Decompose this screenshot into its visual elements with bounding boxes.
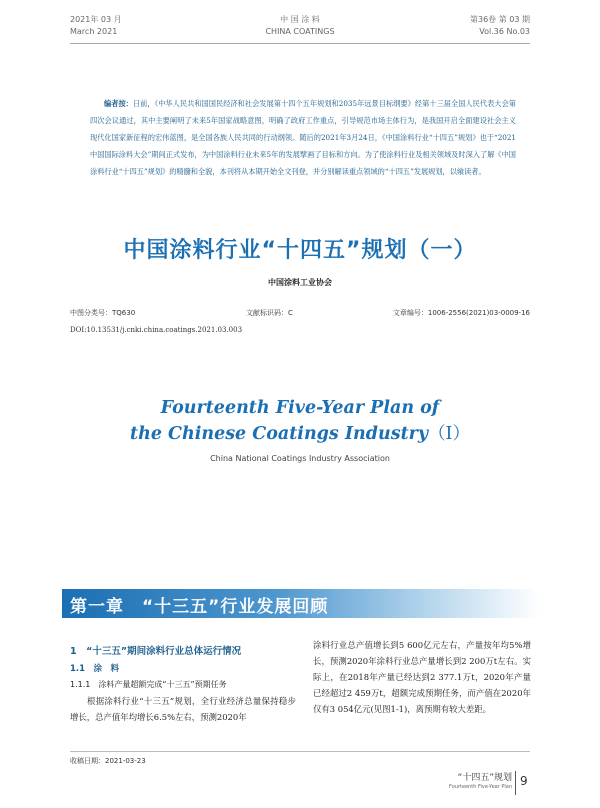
title-english-part: （Ⅰ） (428, 424, 470, 444)
section-heading-1: 1 “十三五”期间涂料行业总体运行情况 (70, 646, 242, 657)
footer-section-en: Fourteenth Five-Year Plan (449, 784, 512, 790)
title-english (0, 395, 600, 447)
section-heading-1-1: 1.1 涂 料 (70, 664, 120, 674)
header-journal: 中 国 涂 料 CHINA COATINGS (265, 15, 335, 36)
footnote-divider (70, 751, 530, 752)
title-english-line1: Fourteenth Five-Year Plan of (160, 398, 440, 418)
footer-section-cn: “十四五”规划 (457, 773, 512, 783)
author-chinese: 中国涂料工业协会 (268, 278, 332, 287)
document-code: 文献标识码：C (246, 309, 293, 317)
title-english-line2: the Chinese Coatings Industry（Ⅰ） (130, 424, 470, 444)
chapter-title: 第一章 “十三五”行业发展回顾 (70, 597, 329, 617)
received-date: 收稿日期：2021-03-23 (70, 757, 146, 765)
chapter-banner (62, 589, 540, 618)
author-english: China National Coatings Industry Association (210, 454, 390, 463)
editor-note (90, 95, 516, 180)
page-number: 9 (520, 774, 528, 788)
header-date: 2021年 03 月 March 2021 (70, 15, 122, 36)
running-header (70, 14, 530, 46)
doi: DOI:10.13531/j.cnki.china.coatings.2021.03.003 (70, 326, 243, 334)
header-divider (70, 43, 530, 44)
section-heading-1-1-1: 1.1.1 涂料产量超额完成“十三五”预期任务 (70, 680, 227, 689)
footer-section (432, 770, 512, 790)
article-meta (70, 308, 530, 320)
header-volume: 第36卷 第 03 期 Vol.36 No.03 (470, 15, 530, 36)
footer-divider (515, 771, 516, 795)
article-number: 文章编号：1006-2556(2021)03-0009-16 (392, 309, 530, 317)
class-number: 中图分类号：TQ630 (70, 309, 136, 317)
body-text-right: 涂料行业总产值增长到5 600亿元左右，产量按年均5%增长，预测2020年涂料行业总产量增长到2 200万t左右。实际上，在2018年产量已经达到2 377.1万t，2020年产量已经超过2 459万t，超额完成预期任务，而产值在2020年仅有3 054亿元(见图1-1)，离预期有较大差距。 (313, 640, 531, 714)
body-text-left: 根据涂料行业“十三五”规划，全行业经济总量保持稳步增长，总产值年均增长6.5%左右，预测2020年 (70, 696, 296, 722)
editor-note-label: 编者按： (104, 99, 133, 108)
editor-note-text: 日前，《中华人民共和国国民经济和社会发展第十四个五年规划和2035年远景目标纲要》经第十三届全国人民代表大会第四次会议通过，其中主要阐明了未来5年国家战略意图，明确了政府工作重点，引导规范市场主体行为，是我国开启全面建设社会主义现代化国家新征程的宏伟蓝图，是全国各族人民共同的行动纲领。随后的2021年3月24日，《中国涂料行业“十四五”规划》也于“2021中国国际涂料大会”期间正式发布，为中国涂料行业未来5年的发展擘画了目标和方向。为了使涂料行业及相关领域及时深入了解《中国涂料行业“十四五”规划》的精髓和全貌，本刊将从本期开始全文刊登，并分别解读重点领域的“十四五”发展规划，以飨读者。 (90, 99, 516, 176)
title-chinese: 中国涂料行业“十四五”规划（一） (123, 238, 477, 263)
